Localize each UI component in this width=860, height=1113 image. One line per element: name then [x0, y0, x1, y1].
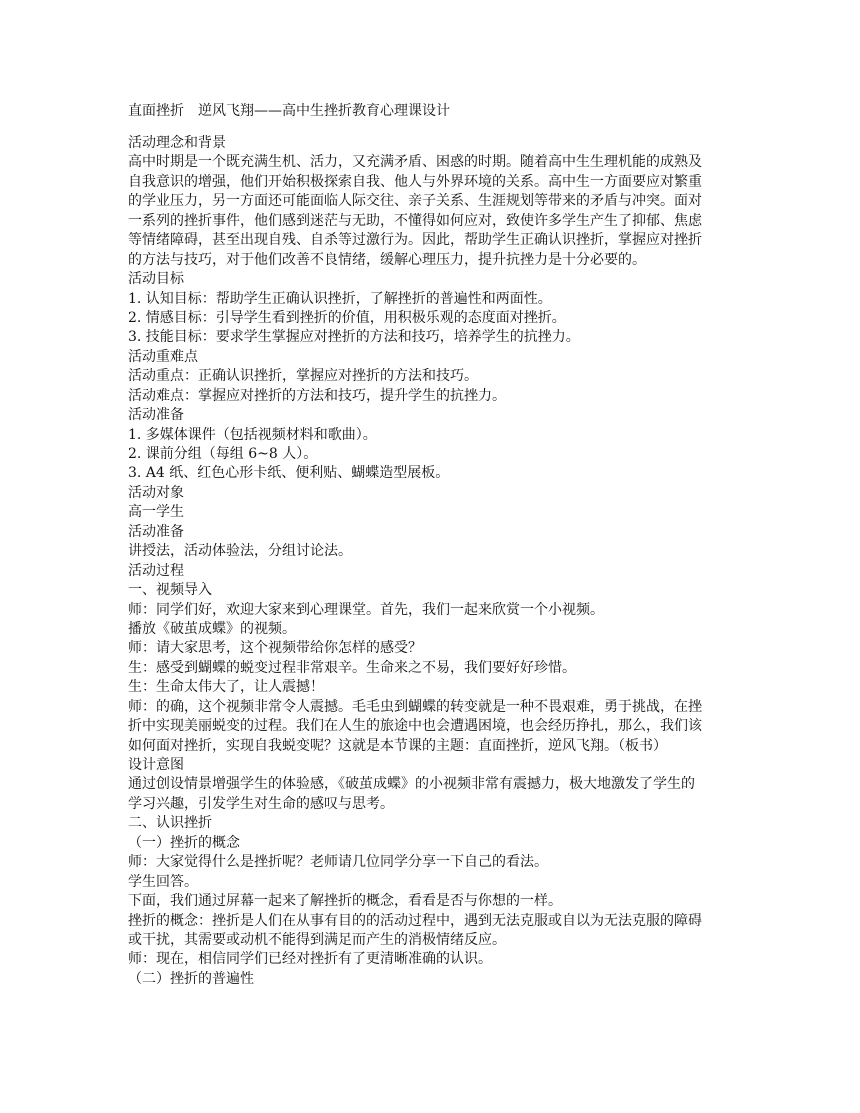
paragraph-line: 师：大家觉得什么是挫折呢？老师请几位同学分享一下自己的看法。	[128, 854, 548, 871]
paragraph-line: 挫折的概念：挫折是人们在从事有目的的活动过程中，遇到无法克服或自以为无法克服的障碍	[128, 912, 702, 929]
section-heading: 设计意图	[128, 757, 184, 773]
paragraph-line: 或干扰，其需要或动机不能得到满足而产生的消极情绪反应。	[128, 931, 506, 948]
paragraph-line: 高中时期是一个既充满生机、活力，又充满矛盾、困惑的时期。随着高中生生理机能的成熟及	[128, 154, 702, 171]
subsection-heading: 一、视频导入	[128, 582, 212, 599]
section-heading: 活动准备	[128, 523, 184, 540]
section-heading: 活动过程	[128, 562, 184, 579]
list-item: 2. 课前分组（每组 6~8 人）。	[128, 446, 318, 462]
paragraph-line: 如何面对挫折，实现自我蜕变呢？这就是本节课的主题：直面挫折，逆风飞翔。（板书）	[128, 737, 667, 754]
subsection-heading: 二、认识挫折	[128, 815, 212, 832]
paragraph-line: 的学业压力，另一方面还可能面临人际交往、亲子关系、生涯规划等带来的矛盾与冲突。面对	[128, 193, 702, 210]
paragraph-line: 折中实现美丽蜕变的过程。我们在人生的旅途中也会遭遇困境，也会经历挣扎，那么，我们该	[128, 718, 702, 735]
section-heading: 活动目标	[128, 271, 184, 288]
paragraph-line: 通过创设情景增强学生的体验感，《破茧成蝶》的小视频非常有震撼力，极大地激发了学生的	[128, 776, 695, 793]
paragraph-line: 活动重点：正确认识挫折，掌握应对挫折的方法和技巧。	[128, 368, 478, 385]
section-heading: 活动重难点	[128, 348, 198, 365]
subsection-heading: （一）挫折的概念	[128, 834, 240, 851]
paragraph-line: 活动难点：掌握应对挫折的方法和技巧，提升学生的抗挫力。	[128, 387, 506, 404]
document-body	[128, 134, 740, 989]
list-item: 2. 情感目标：引导学生看到挫折的价值，用积极乐观的态度面对挫折。	[128, 309, 566, 326]
list-item: 1. 多媒体课件（包括视频材料和歌曲）。	[128, 426, 377, 443]
paragraph-line: 等情绪障碍，甚至出现自残、自杀等过激行为。因此，帮助学生正确认识挫折，掌握应对挫折	[128, 232, 702, 249]
paragraph-line: 学生回答。	[128, 873, 198, 890]
list-item: 3. 技能目标：要求学生掌握应对挫折的方法和技巧，培养学生的抗挫力。	[128, 329, 580, 346]
paragraph-line: 讲授法，活动体验法，分组讨论法。	[128, 543, 352, 560]
paragraph-line: 自我意识的增强，他们开始积极探索自我、他人与外界环境的关系。高中生一方面要应对繁重	[128, 173, 702, 190]
paragraph-line: 的方法与技巧，对于他们改善不良情绪，缓解心理压力，提升抗挫力是十分必要的。	[128, 251, 646, 268]
paragraph-line: 播放《破茧成蝶》的视频。	[128, 620, 296, 637]
list-item: 3. A4 纸、红色心形卡纸、便利贴、蝴蝶造型展板。	[128, 465, 450, 482]
section-heading: 活动准备	[128, 407, 184, 424]
paragraph-line: 一系列的挫折事件，他们感到迷茫与无助，不懂得如何应对，致使许多学生产生了抑郁、焦虑	[128, 212, 702, 229]
list-item: 1. 认知目标：帮助学生正确认识挫折，了解挫折的普遍性和两面性。	[128, 290, 552, 307]
section-heading: 活动理念和背景	[128, 135, 226, 151]
paragraph-line: 学习兴趣，引发学生对生命的感叹与思考。	[128, 795, 394, 812]
paragraph-line: 下面，我们通过屏幕一起来了解挫折的概念，看看是否与你想的一样。	[128, 893, 562, 910]
paragraph-line: 师：的确，这个视频非常令人震撼。毛毛虫到蝴蝶的转变就是一种不畏艰难，勇于挑战，在挫	[128, 698, 702, 715]
paragraph-line: 师：请大家思考，这个视频带给你怎样的感受？	[128, 640, 422, 657]
paragraph-line: 师：现在，相信同学们已经对挫折有了更清晰准确的认识。	[128, 951, 492, 968]
paragraph-line: 师：同学们好，欢迎大家来到心理课堂。首先，我们一起来欣赏一个小视频。	[128, 601, 604, 618]
paragraph-line: 生：感受到蝴蝶的蜕变过程非常艰辛。生命来之不易，我们要好好珍惜。	[128, 659, 576, 676]
paragraph-line: 高一学生	[128, 504, 184, 521]
document-title: 直面挫折 逆风飞翔——高中生挫折教育心理课设计	[128, 103, 450, 119]
paragraph-line: 生：生命太伟大了，让人震撼！	[128, 679, 324, 696]
subsection-heading: （二）挫折的普遍性	[128, 970, 254, 987]
section-heading: 活动对象	[128, 484, 184, 501]
